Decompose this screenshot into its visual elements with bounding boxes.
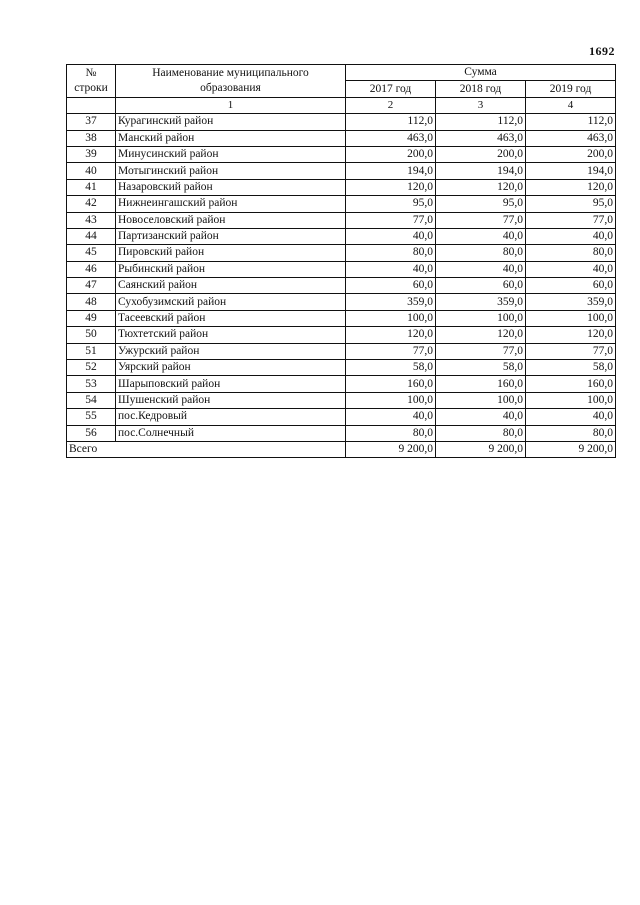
value-2017: 100,0 — [346, 310, 436, 326]
value-2017: 120,0 — [346, 327, 436, 343]
value-2018: 112,0 — [436, 114, 526, 130]
value-2017: 80,0 — [346, 425, 436, 441]
value-2017: 95,0 — [346, 196, 436, 212]
value-2018: 60,0 — [436, 278, 526, 294]
total-2018: 9 200,0 — [436, 441, 526, 457]
value-2017: 359,0 — [346, 294, 436, 310]
municipality-name: Сухобузимский район — [116, 294, 346, 310]
value-2018: 80,0 — [436, 245, 526, 261]
municipality-name-header-line-1: Наименование муниципального — [152, 66, 309, 79]
value-2019: 77,0 — [526, 212, 616, 228]
table-row — [67, 376, 616, 392]
page-number: 1692 — [589, 44, 615, 58]
municipality-name: Мотыгинский район — [116, 163, 346, 179]
value-2019: 40,0 — [526, 409, 616, 425]
column-number-row — [67, 97, 616, 113]
value-2019: 200,0 — [526, 146, 616, 162]
value-2019: 100,0 — [526, 310, 616, 326]
column-number-3: 3 — [436, 97, 526, 113]
table-row — [67, 360, 616, 376]
municipality-name: Саянский район — [116, 278, 346, 294]
municipality-name: Пировский район — [116, 245, 346, 261]
row-number: 52 — [67, 360, 116, 376]
value-2017: 40,0 — [346, 261, 436, 277]
value-2017: 120,0 — [346, 179, 436, 195]
value-2018: 463,0 — [436, 130, 526, 146]
row-number: 53 — [67, 376, 116, 392]
value-2018: 58,0 — [436, 360, 526, 376]
value-2018: 120,0 — [436, 327, 526, 343]
municipality-name: Минусинский район — [116, 146, 346, 162]
row-number: 50 — [67, 327, 116, 343]
value-2018: 359,0 — [436, 294, 526, 310]
municipality-name: Шушенский район — [116, 392, 346, 408]
value-2019: 58,0 — [526, 360, 616, 376]
row-number: 39 — [67, 146, 116, 162]
table-row — [67, 294, 616, 310]
table-row — [67, 327, 616, 343]
table-row — [67, 212, 616, 228]
row-number: 38 — [67, 130, 116, 146]
value-2018: 95,0 — [436, 196, 526, 212]
budget-table — [66, 64, 616, 458]
row-number: 43 — [67, 212, 116, 228]
sum-header: Сумма — [346, 65, 616, 81]
value-2019: 80,0 — [526, 245, 616, 261]
value-2017: 60,0 — [346, 278, 436, 294]
table-row — [67, 261, 616, 277]
value-2017: 77,0 — [346, 343, 436, 359]
value-2018: 77,0 — [436, 343, 526, 359]
column-number-1: 1 — [116, 97, 346, 113]
row-number: 51 — [67, 343, 116, 359]
value-2019: 120,0 — [526, 179, 616, 195]
value-2019: 95,0 — [526, 196, 616, 212]
total-2017: 9 200,0 — [346, 441, 436, 457]
table-row — [67, 146, 616, 162]
municipality-name: Партизанский район — [116, 228, 346, 244]
value-2017: 77,0 — [346, 212, 436, 228]
table-row — [67, 343, 616, 359]
row-number: 37 — [67, 114, 116, 130]
value-2018: 40,0 — [436, 261, 526, 277]
municipality-name: Нижнеингашский район — [116, 196, 346, 212]
value-2018: 40,0 — [436, 228, 526, 244]
row-number: 42 — [67, 196, 116, 212]
column-number-4: 4 — [526, 97, 616, 113]
value-2019: 77,0 — [526, 343, 616, 359]
row-number: 40 — [67, 163, 116, 179]
table-row — [67, 278, 616, 294]
row-number-header-line-1: № — [85, 66, 97, 79]
table-row — [67, 392, 616, 408]
table-row — [67, 163, 616, 179]
value-2018: 194,0 — [436, 163, 526, 179]
row-number: 49 — [67, 310, 116, 326]
row-number: 41 — [67, 179, 116, 195]
column-number-2: 2 — [346, 97, 436, 113]
value-2018: 80,0 — [436, 425, 526, 441]
municipality-name: Манский район — [116, 130, 346, 146]
value-2017: 463,0 — [346, 130, 436, 146]
value-2017: 58,0 — [346, 360, 436, 376]
value-2019: 463,0 — [526, 130, 616, 146]
value-2019: 194,0 — [526, 163, 616, 179]
table-row — [67, 114, 616, 130]
value-2019: 40,0 — [526, 228, 616, 244]
value-2018: 160,0 — [436, 376, 526, 392]
value-2017: 100,0 — [346, 392, 436, 408]
value-2018: 100,0 — [436, 310, 526, 326]
total-2019: 9 200,0 — [526, 441, 616, 457]
municipality-name: пос.Солнечный — [116, 425, 346, 441]
value-2018: 200,0 — [436, 146, 526, 162]
value-2019: 80,0 — [526, 425, 616, 441]
value-2018: 120,0 — [436, 179, 526, 195]
table-row — [67, 130, 616, 146]
value-2017: 112,0 — [346, 114, 436, 130]
value-2017: 194,0 — [346, 163, 436, 179]
row-number: 47 — [67, 278, 116, 294]
table-row — [67, 228, 616, 244]
municipality-name: Ужурский район — [116, 343, 346, 359]
table-body — [67, 114, 616, 458]
municipality-name: Новоселовский район — [116, 212, 346, 228]
value-2019: 100,0 — [526, 392, 616, 408]
table-row — [67, 179, 616, 195]
column-number-empty — [67, 97, 116, 113]
year-2017-header: 2017 год — [346, 81, 436, 97]
table-row — [67, 245, 616, 261]
value-2017: 40,0 — [346, 409, 436, 425]
row-number: 48 — [67, 294, 116, 310]
value-2017: 40,0 — [346, 228, 436, 244]
municipality-name: пос.Кедровый — [116, 409, 346, 425]
row-number: 56 — [67, 425, 116, 441]
year-2019-header: 2019 год — [526, 81, 616, 97]
value-2017: 80,0 — [346, 245, 436, 261]
row-number: 55 — [67, 409, 116, 425]
municipality-name: Назаровский район — [116, 179, 346, 195]
value-2019: 60,0 — [526, 278, 616, 294]
municipality-name: Шарыповский район — [116, 376, 346, 392]
municipality-name-header — [116, 65, 346, 98]
row-number: 54 — [67, 392, 116, 408]
municipality-name: Рыбинский район — [116, 261, 346, 277]
row-number-header-line-2: строки — [74, 81, 108, 94]
municipality-name-header-line-2: образования — [200, 81, 261, 94]
table-header — [67, 65, 616, 114]
municipality-name: Тюхтетский район — [116, 327, 346, 343]
total-row — [67, 441, 616, 457]
value-2019: 40,0 — [526, 261, 616, 277]
value-2018: 77,0 — [436, 212, 526, 228]
row-number: 45 — [67, 245, 116, 261]
value-2017: 200,0 — [346, 146, 436, 162]
total-label: Всего — [67, 441, 346, 457]
row-number: 46 — [67, 261, 116, 277]
table-row — [67, 409, 616, 425]
year-2018-header: 2018 год — [436, 81, 526, 97]
table-row — [67, 196, 616, 212]
value-2019: 160,0 — [526, 376, 616, 392]
value-2018: 40,0 — [436, 409, 526, 425]
value-2017: 160,0 — [346, 376, 436, 392]
row-number: 44 — [67, 228, 116, 244]
municipality-name: Тасеевский район — [116, 310, 346, 326]
municipality-name: Курагинский район — [116, 114, 346, 130]
value-2019: 112,0 — [526, 114, 616, 130]
row-number-header — [67, 65, 116, 98]
value-2019: 120,0 — [526, 327, 616, 343]
table-row — [67, 425, 616, 441]
table-row — [67, 310, 616, 326]
municipality-name: Уярский район — [116, 360, 346, 376]
value-2019: 359,0 — [526, 294, 616, 310]
value-2018: 100,0 — [436, 392, 526, 408]
